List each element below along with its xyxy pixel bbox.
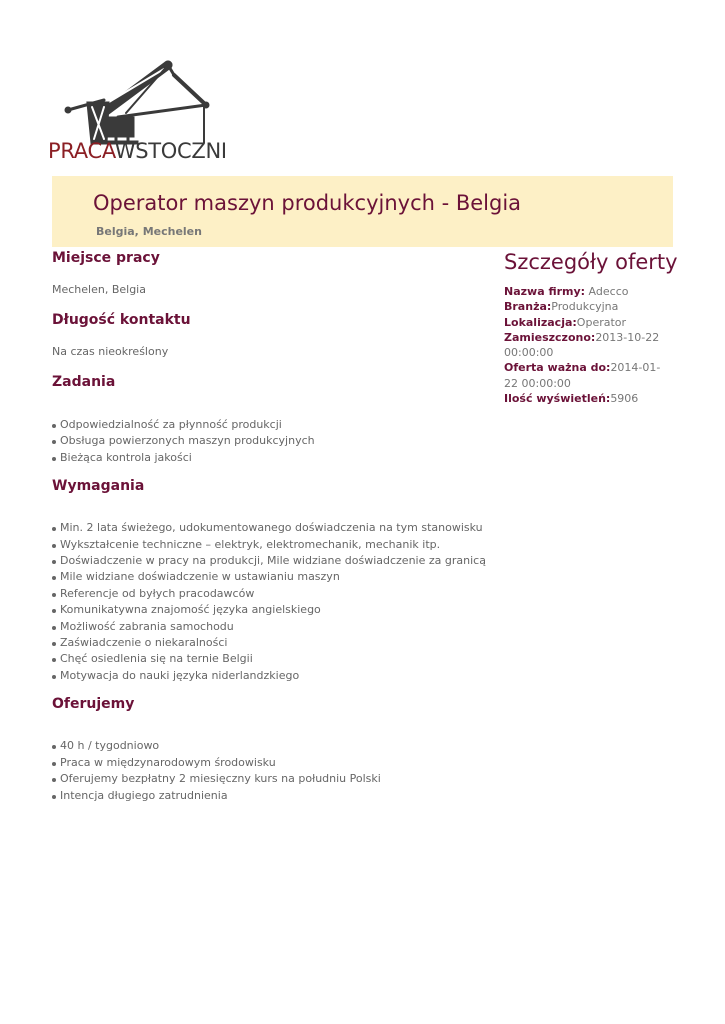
contract-heading: Długość kontaktu xyxy=(52,312,191,328)
logo-text xyxy=(48,139,227,163)
list-item: Odpowiedzialność za płynność produkcji xyxy=(52,417,472,433)
list-item: Praca w międzynarodowym środowisku xyxy=(52,755,472,771)
requirements-heading: Wymagania xyxy=(52,478,145,495)
job-header-banner xyxy=(52,176,673,247)
list-item: Chęć osiedlenia się na ternie Belgii xyxy=(52,651,472,667)
list-item: Zaświadczenie o niekaralności xyxy=(52,635,472,651)
logo-text-part2: WSTOCZNI xyxy=(114,139,227,163)
detail-posted xyxy=(504,330,674,361)
list-item: Wykształcenie techniczne – elektryk, elektromechanik, mechanik itp. xyxy=(52,537,472,553)
list-item: Obsługa powierzonych maszyn produkcyjnych xyxy=(52,433,472,449)
detail-valid-until xyxy=(504,360,674,391)
list-item: Oferujemy bezpłatny 2 miesięczny kurs na południu Polski xyxy=(52,771,472,787)
detail-company xyxy=(504,284,674,299)
list-item: Bieżąca kontrola jakości xyxy=(52,450,472,466)
detail-value: Operator xyxy=(576,315,627,329)
detail-value: 2014-01-22 00:00:00 xyxy=(504,361,661,390)
detail-label: Nazwa firmy: xyxy=(504,285,586,298)
detail-label: Ilość wyświetleń: xyxy=(504,392,611,406)
detail-value: 2013-10-22 00:00:00 xyxy=(504,330,660,360)
list-item: Intencja długiego zatrudnienia xyxy=(52,788,472,804)
list-item: 40 h / tygodniowo xyxy=(52,738,472,754)
requirements-list xyxy=(52,520,486,684)
detail-value: 5906 xyxy=(610,392,639,406)
detail-label: Lokalizacja: xyxy=(504,315,577,329)
offer-list xyxy=(52,738,472,804)
detail-industry xyxy=(504,299,674,314)
detail-location xyxy=(504,315,674,330)
list-item: Min. 2 lata świeżego, udokumentowanego doświadczenia na tym stanowisku xyxy=(52,520,472,536)
detail-value: Produkcyjna xyxy=(551,300,619,314)
detail-views xyxy=(504,391,674,406)
detail-label: Oferta ważna do: xyxy=(504,361,611,375)
job-description xyxy=(52,250,486,804)
list-item: Referencje od byłych pracodawców xyxy=(52,586,472,602)
offer-details-panel xyxy=(504,250,678,406)
detail-value: Adecco xyxy=(585,285,629,298)
logo-text-part1: PRACA xyxy=(48,139,115,163)
job-location: Belgia, Mechelen xyxy=(96,225,202,238)
tasks-list xyxy=(52,417,472,466)
list-item: Doświadczenie w pracy na produkcji, Mile widziane doświadczenie za granicą xyxy=(52,553,472,569)
list-item: Komunikatywna znajomość języka angielskiego xyxy=(52,602,472,618)
site-logo[interactable] xyxy=(48,55,233,167)
detail-label: Branża: xyxy=(504,300,552,314)
list-item: Mile widziane doświadczenie w ustawianiu maszyn xyxy=(52,569,472,585)
list-item: Możliwość zabrania samochodu xyxy=(52,619,472,635)
detail-label: Zamieszczono: xyxy=(504,330,596,344)
tasks-heading: Zadania xyxy=(52,374,116,390)
crane-icon xyxy=(56,55,216,145)
workplace-text: Mechelen, Belgia xyxy=(52,283,146,296)
contract-text: Na czas nieokreślony xyxy=(52,345,169,358)
details-heading: Szczegóły oferty xyxy=(504,250,678,274)
workplace-heading: Miejsce pracy xyxy=(52,250,160,266)
job-title: Operator maszyn produkcyjnych - Belgia xyxy=(93,191,522,215)
list-item: Motywacja do nauki języka niderlandzkiego xyxy=(52,668,472,684)
details-list xyxy=(504,284,674,406)
offer-heading: Oferujemy xyxy=(52,696,135,713)
